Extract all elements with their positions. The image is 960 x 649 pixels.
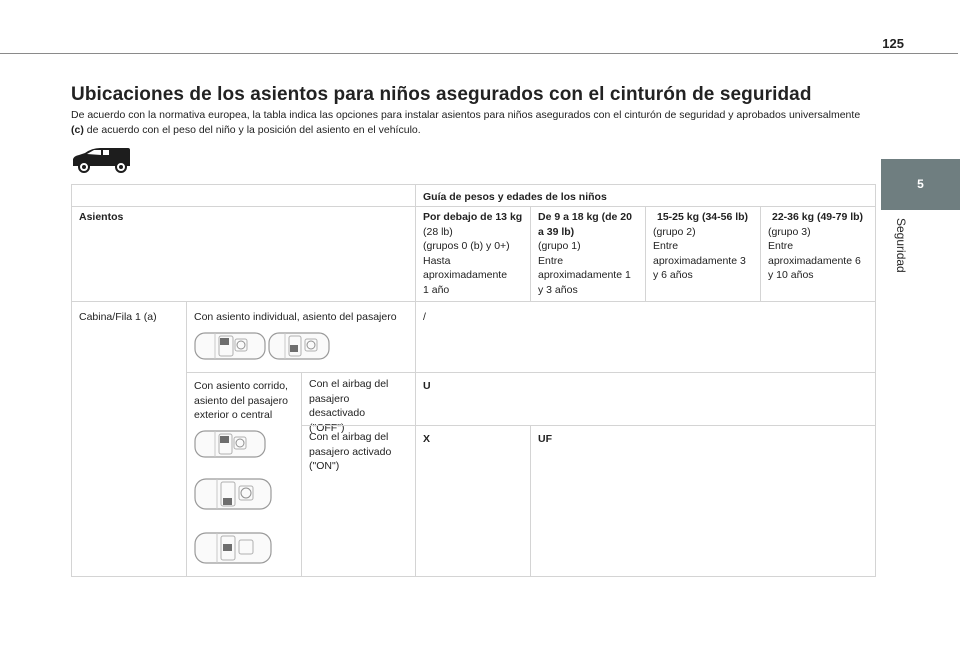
airbag-on-value-other: UF — [530, 425, 876, 577]
seat-bench-desc: Con asiento corrido, asiento del pasajero exterior o central — [186, 372, 302, 577]
column-details: (28 lb) (grupos 0 (b) y 0+) Hasta aproximadamente 1 año — [423, 225, 510, 296]
column-header-group2 — [645, 206, 761, 302]
table-blank-corner — [71, 184, 416, 207]
page-title: Ubicaciones de los asientos para niños asegurados con el cinturón de seguridad — [71, 84, 812, 105]
chapter-label: Seguridad — [894, 218, 908, 273]
column-header-group0 — [415, 206, 531, 302]
column-title: 15-25 kg (34-56 lb) — [657, 211, 749, 223]
column-details: (grupo 1) Entre aproximadamente 1 y 3 años — [538, 240, 631, 296]
row-label-cabina: Cabina/Fila 1 (a) — [71, 301, 187, 577]
intro-bold: (c) — [71, 124, 84, 136]
airbag-off-desc: Con el airbag del pasajero desactivado ("OFF") — [301, 372, 416, 426]
page-number: 125 — [882, 36, 904, 51]
column-title: Por debajo de 13 kg — [423, 211, 523, 223]
column-details: (grupo 3) Entre aproximadamente 6 y 10 años — [768, 225, 861, 281]
van-icon — [70, 145, 132, 175]
airbag-on-value-group0: X — [415, 425, 531, 577]
column-header-group1 — [530, 206, 646, 302]
airbag-off-value: U — [415, 372, 876, 426]
column-title: De 9 a 18 kg (de 20 a 39 lb) — [538, 211, 632, 238]
chapter-tab[interactable]: 5 — [881, 159, 960, 210]
seat-description: Con asiento individual, asiento del pasajero — [194, 311, 397, 323]
intro-paragraph — [71, 108, 871, 138]
airbag-on-desc: Con el airbag del pasajero activado ("ON") — [301, 425, 416, 577]
vehicle-seat-diagram-icon — [193, 428, 267, 460]
column-title: 22-36 kg (49-79 lb) — [772, 211, 864, 223]
vehicle-seat-diagram-icon — [267, 330, 331, 362]
vehicle-seat-diagram-icon — [193, 530, 273, 566]
intro-text-end: de acuerdo con el peso del niño y la posición del asiento en el vehículo. — [83, 124, 421, 136]
weight-group-header: Guía de pesos y edades de los niños — [415, 184, 876, 207]
vehicle-seat-diagram-icon — [193, 330, 267, 362]
intro-text-start: De acuerdo con la normativa europea, la tabla indica las opciones para instalar asientos para niños asegurados con el cinturón de seguridad y aprobados universalmente — [71, 109, 861, 121]
vehicle-seat-diagram-icon — [193, 476, 273, 512]
seat-individual-value: / — [415, 301, 876, 373]
header-rule — [0, 53, 958, 54]
column-header-group3 — [760, 206, 876, 302]
seats-header: Asientos — [71, 206, 416, 302]
column-details: (grupo 2) Entre aproximadamente 3 y 6 años — [653, 225, 746, 281]
